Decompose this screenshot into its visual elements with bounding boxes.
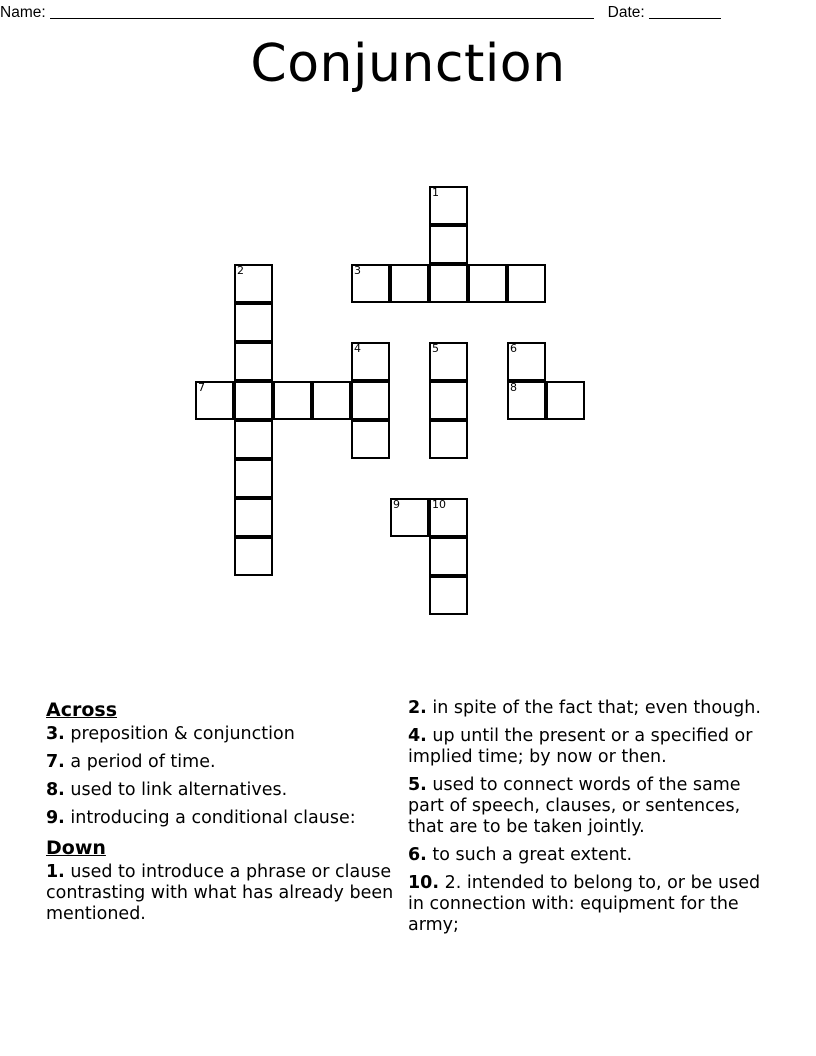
clue-down-1	[46, 862, 396, 925]
clue-text: introducing a conditional clause:	[70, 808, 356, 828]
crossword-cell[interactable]	[429, 576, 468, 615]
clue-number: 6.	[408, 845, 427, 865]
clue-text: up until the present or a specified or implied time; by now or then.	[408, 726, 753, 767]
clue-text: used to link alternatives.	[70, 780, 288, 800]
clue-number: 4.	[408, 726, 427, 746]
crossword-cell[interactable]	[234, 498, 273, 537]
crossword-cell[interactable]	[429, 186, 468, 225]
clue-text: used to introduce a phrase or clause contrasting with what has already been mentioned.	[46, 862, 394, 924]
crossword-cell[interactable]	[429, 498, 468, 537]
crossword-cell[interactable]	[234, 420, 273, 459]
crossword-cell[interactable]	[390, 498, 429, 537]
crossword-cell[interactable]	[429, 537, 468, 576]
crossword-cell[interactable]	[429, 381, 468, 420]
clue-down-10	[408, 873, 776, 936]
clue-text: in spite of the fact that; even though.	[432, 698, 761, 718]
page-title: Conjunction	[250, 34, 566, 94]
clue-text: a period of time.	[70, 752, 216, 772]
cell-number-10: 10	[432, 498, 446, 511]
clue-down-2	[408, 698, 776, 719]
clue-number: 9.	[46, 808, 65, 828]
clue-across-8	[46, 780, 396, 801]
cell-number-3: 3	[354, 264, 361, 277]
clue-number: 10.	[408, 873, 440, 893]
clue-text: to such a great extent.	[432, 845, 633, 865]
crossword-cell[interactable]	[351, 381, 390, 420]
clue-text: preposition & conjunction	[70, 724, 295, 744]
crossword-cell[interactable]	[429, 264, 468, 303]
clue-number: 2.	[408, 698, 427, 718]
crossword-cell[interactable]	[234, 381, 273, 420]
crossword-cell[interactable]	[429, 225, 468, 264]
crossword-cell[interactable]	[390, 264, 429, 303]
across-heading: Across	[46, 699, 118, 721]
crossword-cell[interactable]	[234, 303, 273, 342]
clues-section	[0, 698, 816, 978]
crossword-cell[interactable]	[234, 342, 273, 381]
clue-number: 8.	[46, 780, 65, 800]
clues-column-left	[46, 698, 396, 932]
clue-number: 5.	[408, 775, 427, 795]
clues-column-right	[408, 698, 776, 943]
crossword-cell[interactable]	[273, 381, 312, 420]
clue-text: used to connect words of the same part of speech, clauses, or sentences, that are to be taken jointly.	[408, 775, 741, 837]
clue-number: 3.	[46, 724, 65, 744]
crossword-cell[interactable]	[351, 420, 390, 459]
clue-down-4	[408, 726, 776, 768]
crossword-cell[interactable]	[195, 381, 234, 420]
down-heading: Down	[46, 837, 106, 859]
cell-number-1: 1	[432, 186, 439, 199]
crossword-cell[interactable]	[234, 459, 273, 498]
clue-text: 2. intended to belong to, or be used in connection with: equipment for the army;	[408, 873, 761, 935]
cell-number-4: 4	[354, 342, 361, 355]
clue-down-6	[408, 845, 776, 866]
clue-across-3	[46, 724, 396, 745]
clue-number: 7.	[46, 752, 65, 772]
crossword-cell[interactable]	[507, 264, 546, 303]
crossword-cell[interactable]	[351, 264, 390, 303]
cell-number-5: 5	[432, 342, 439, 355]
cell-number-6: 6	[510, 342, 517, 355]
cell-number-8: 8	[510, 381, 517, 394]
crossword-cell[interactable]	[507, 342, 546, 381]
crossword-cell[interactable]	[507, 381, 546, 420]
clue-across-9	[46, 808, 396, 829]
crossword-cell[interactable]	[312, 381, 351, 420]
cell-number-7: 7	[198, 381, 205, 394]
date-label: Date:	[607, 4, 645, 21]
crossword-cell[interactable]	[429, 342, 468, 381]
crossword-cell[interactable]	[468, 264, 507, 303]
cell-number-9: 9	[393, 498, 400, 511]
clue-number: 1.	[46, 862, 65, 882]
crossword-cell[interactable]	[234, 537, 273, 576]
clue-down-5	[408, 775, 776, 838]
crossword-cell[interactable]	[234, 264, 273, 303]
clue-across-7	[46, 752, 396, 773]
name-label: Name:	[0, 4, 46, 21]
crossword-cell[interactable]	[351, 342, 390, 381]
crossword-cell[interactable]	[429, 420, 468, 459]
crossword-cell[interactable]	[546, 381, 585, 420]
cell-number-2: 2	[237, 264, 244, 277]
